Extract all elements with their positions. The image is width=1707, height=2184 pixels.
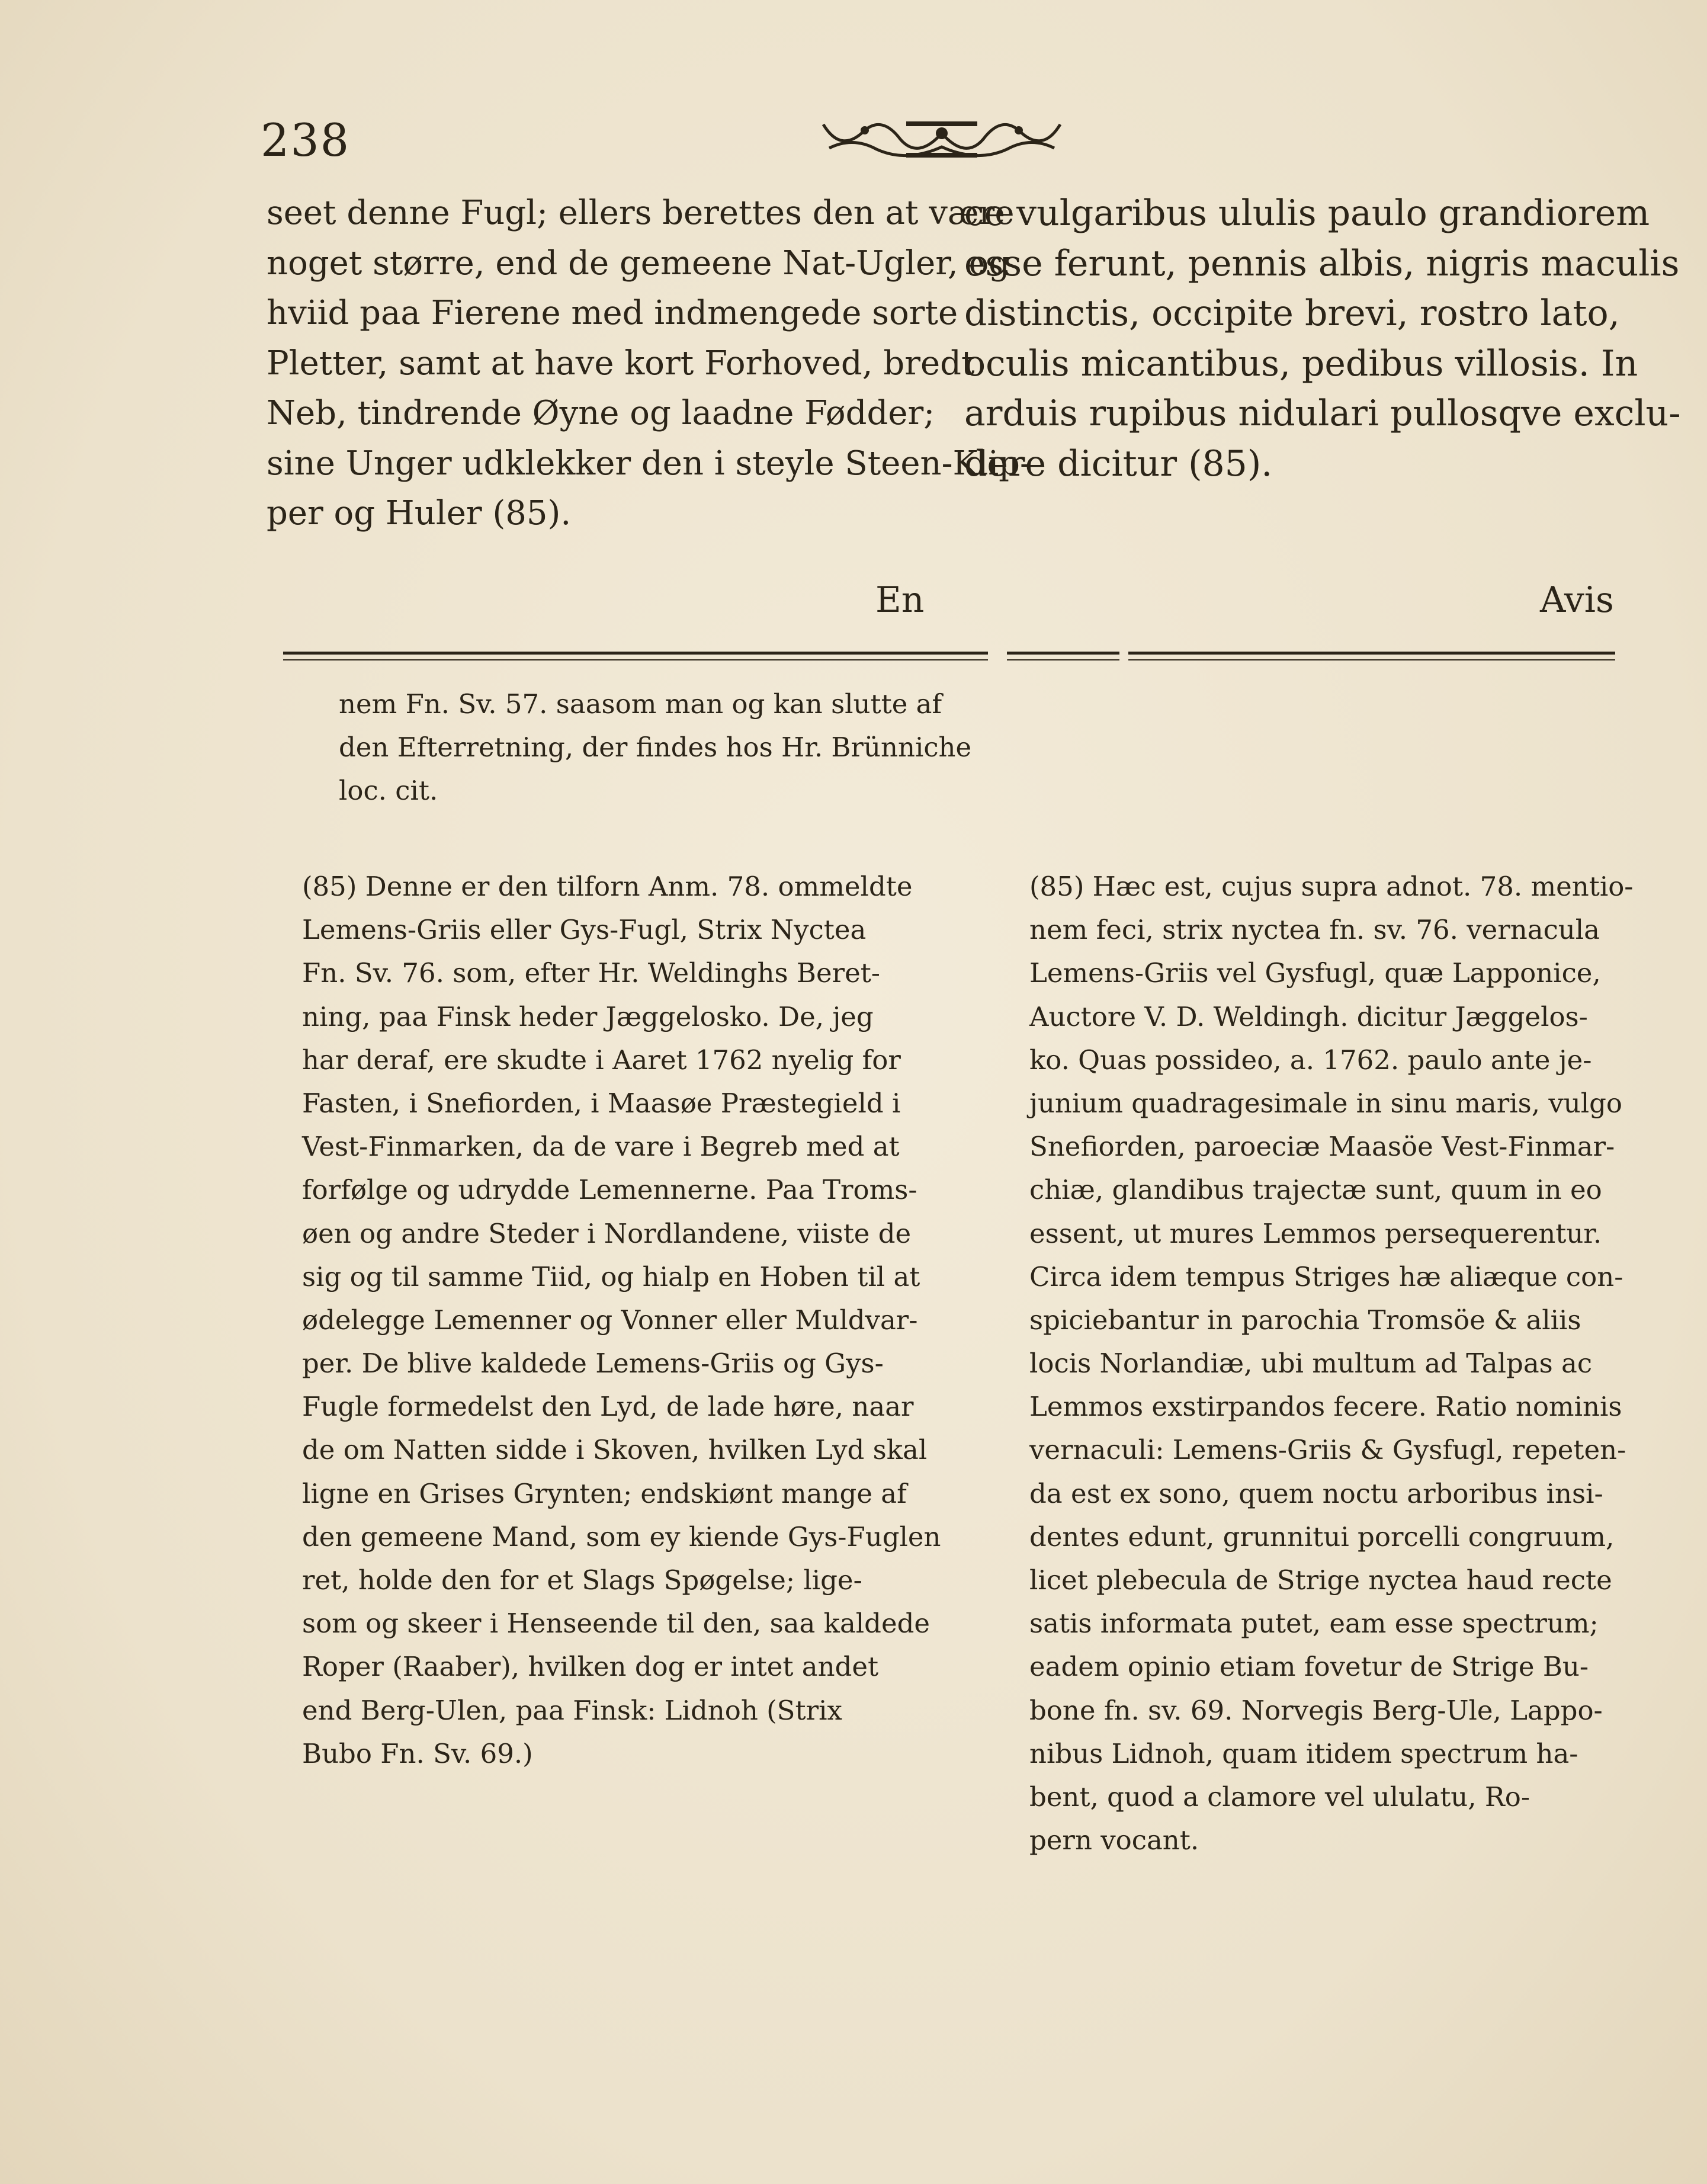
- footnote-line: dentes edunt, grunnitui porcelli congruum,: [1029, 1521, 1615, 1553]
- footnote-divider: [283, 652, 988, 660]
- text-line: esse ferunt, pennis albis, nigris maculis: [964, 242, 1680, 284]
- footnote-line: ret, holde den for et Slags Spøgelse; lige-: [302, 1564, 862, 1596]
- footnote-line: vernaculi: Lemens-Griis & Gysfugl, repeten-: [1029, 1434, 1626, 1466]
- footnote-line: chiæ, glandibus trajectæ sunt, quum in eo: [1029, 1174, 1602, 1206]
- page-number: 238: [261, 114, 351, 166]
- main-text-latin: [964, 188, 1680, 489]
- footnote-line: Fugle formedelst den Lyd, de lade høre, naar: [302, 1391, 914, 1423]
- footnote-line: Bubo Fn. Sv. 69.): [302, 1737, 533, 1769]
- footnote-line: (85) Hæc est, cujus supra adnot. 78. mentio-: [1029, 871, 1634, 902]
- footnote-line: bone fn. sv. 69. Norvegis Berg-Ule, Lappo-: [1029, 1694, 1603, 1726]
- footnote-continuation: [339, 682, 971, 813]
- footnote-line: ødelegge Lemenner og Vonner eller Muldvar-: [302, 1304, 918, 1336]
- catchword-right: Avis: [1540, 579, 1614, 621]
- footnote-line: satis informata putet, eam esse spectrum;: [1029, 1608, 1599, 1640]
- text-line: oculis micantibus, pedibus villosis. In: [964, 342, 1638, 384]
- text-line: dere dicitur (85).: [964, 442, 1273, 485]
- footnote-line: end Berg-Ulen, paa Finsk: Lidnoh (Strix: [302, 1694, 842, 1726]
- footnote-line: den gemeene Mand, som ey kiende Gys-Fuglen: [302, 1521, 941, 1553]
- printer-ornament-icon: [817, 113, 1066, 166]
- footnote-line: (85) Denne er den tilforn Anm. 78. ommeldte: [302, 871, 913, 902]
- footnote-line: Roper (Raaber), hvilken dog er intet andet: [302, 1651, 879, 1683]
- footnote-line: nem feci, strix nyctea fn. sv. 76. vernacula: [1029, 914, 1600, 946]
- footnote-line: har deraf, ere skudte i Aaret 1762 nyelig for: [302, 1044, 901, 1076]
- footnote-line: sig og til samme Tiid, og hialp en Hoben til at: [302, 1261, 920, 1293]
- text-line: ce vulgaribus ululis paulo grandiorem: [964, 193, 1650, 234]
- text-line: noget større, end de gemeene Nat-Ugler, og: [267, 243, 1010, 283]
- footnote-line: ko. Quas possideo, a. 1762. paulo ante je-: [1029, 1044, 1592, 1076]
- footnote-line: Lemmos exstirpandos fecere. Ratio nominis: [1029, 1391, 1622, 1423]
- footnote-line: Lemens-Griis vel Gysfugl, quæ Lapponice,: [1029, 957, 1601, 989]
- footnote-85-latin: [1029, 865, 1634, 1862]
- footnote-line: spiciebantur in parochia Tromsöe & aliis: [1029, 1304, 1581, 1336]
- text-line: Neb, tindrende Øyne og laadne Fødder;: [267, 394, 935, 432]
- footnote-divider: [1007, 652, 1119, 660]
- footnote-line: den Efterretning, der findes hos Hr. Brünniche: [339, 732, 972, 764]
- footnote-line: som og skeer i Henseende til den, saa kaldede: [302, 1608, 930, 1640]
- main-text-danish: [267, 188, 1031, 539]
- footnote-line: nibus Lidnoh, quam itidem spectrum ha-: [1029, 1737, 1578, 1769]
- text-line: arduis rupibus nidulari pullosqve exclu-: [964, 393, 1681, 434]
- text-line: sine Unger udklekker den i steyle Steen-Klip-: [267, 444, 1031, 483]
- footnote-line: Vest-Finmarken, da de vare i Begreb med at: [302, 1131, 900, 1163]
- footnote-line: eadem opinio etiam fovetur de Strige Bu-: [1029, 1651, 1589, 1683]
- footnote-line: Snefiorden, paroeciæ Maasöe Vest-Finmar-: [1029, 1131, 1615, 1163]
- text-line: hviid paa Fierene med indmengede sorte: [267, 294, 958, 332]
- catchword-left: En: [875, 579, 925, 621]
- footnote-line: loc. cit.: [339, 775, 438, 807]
- text-line: distinctis, occipite brevi, rostro lato,: [964, 293, 1620, 334]
- footnote-line: da est ex sono, quem noctu arboribus insi-: [1029, 1477, 1603, 1509]
- footnote-line: bent, quod a clamore vel ululatu, Ro-: [1029, 1781, 1530, 1813]
- footnote-line: junium quadragesimale in sinu maris, vulgo: [1029, 1087, 1623, 1119]
- footnote-line: licet plebecula de Strige nyctea haud recte: [1029, 1564, 1612, 1596]
- footnote-line: Circa idem tempus Striges hæ aliæque con-: [1029, 1261, 1623, 1293]
- footnote-line: Fn. Sv. 76. som, efter Hr. Weldinghs Beret-: [302, 957, 881, 989]
- text-line: Pletter, samt at have kort Forhoved, bredt: [267, 344, 975, 383]
- footnote-line: øen og andre Steder i Nordlandene, viiste de: [302, 1217, 912, 1249]
- footnote-line: per. De blive kaldede Lemens-Griis og Gys-: [302, 1348, 884, 1380]
- footnote-line: Lemens-Griis eller Gys-Fugl, Strix Nyctea: [302, 914, 867, 946]
- text-line: per og Huler (85).: [267, 494, 572, 533]
- footnote-line: essent, ut mures Lemmos persequerentur.: [1029, 1217, 1602, 1249]
- footnote-divider: [1128, 652, 1615, 660]
- footnote-line: Fasten, i Snefiorden, i Maasøe Præstegield i: [302, 1087, 901, 1119]
- footnote-line: pern vocant.: [1029, 1824, 1199, 1856]
- footnote-85-danish: [302, 865, 941, 1775]
- footnote-line: Auctore V. D. Weldingh. dicitur Jæggelos-: [1029, 1000, 1588, 1032]
- footnote-line: nem Fn. Sv. 57. saasom man og kan slutte af: [339, 688, 942, 720]
- footnote-line: ning, paa Finsk heder Jæggelosko. De, jeg: [302, 1000, 874, 1032]
- footnote-line: de om Natten sidde i Skoven, hvilken Lyd skal: [302, 1434, 928, 1466]
- footnote-line: locis Norlandiæ, ubi multum ad Talpas ac: [1029, 1348, 1593, 1380]
- footnote-line: forfølge og udrydde Lemennerne. Paa Troms-: [302, 1174, 917, 1206]
- footnote-line: ligne en Grises Grynten; endskiønt mange af: [302, 1477, 907, 1509]
- text-line: seet denne Fugl; ellers berettes den at være: [267, 194, 1015, 232]
